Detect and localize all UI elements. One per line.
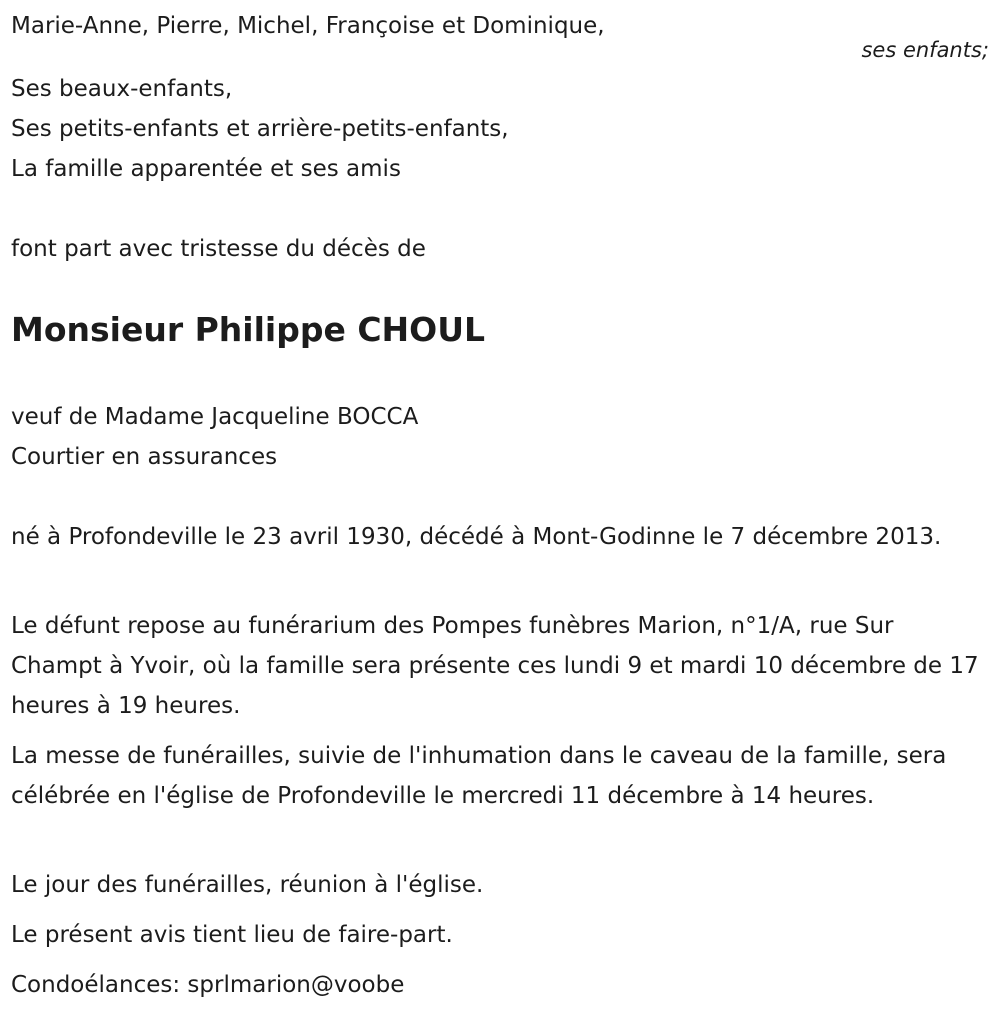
meeting-paragraph: Le jour des funérailles, réunion à l'église. <box>11 872 484 898</box>
children-names: Marie-Anne, Pierre, Michel, Françoise et Dominique, <box>11 13 605 39</box>
children-role: ses enfants; <box>861 38 989 62</box>
notice-paragraph: Le présent avis tient lieu de faire-part. <box>11 922 453 948</box>
family-line-grandchildren: Ses petits-enfants et arrière-petits-enfants, <box>11 116 509 142</box>
viewing-paragraph: Le défunt repose au funérarium des Pompes funèbres Marion, n°1/A, rue Sur Champt à Yvoir, où la famille sera présente ces lundi 9 et mardi 10 décembre de 17 heures à 19 heures. <box>11 613 979 719</box>
deceased-name: Monsieur Philippe CHOUL <box>11 310 486 349</box>
family-line-relatives: La famille apparentée et ses amis <box>11 156 401 182</box>
announcement-text: font part avec tristesse du décès de <box>11 236 426 262</box>
mass-paragraph: La messe de funérailles, suivie de l'inhumation dans le caveau de la famille, sera célébrée en l'église de Profondeville le mercredi 11 décembre à 14 heures. <box>11 743 947 809</box>
profession: Courtier en assurances <box>11 444 278 470</box>
family-line-stepchildren: Ses beaux-enfants, <box>11 76 233 102</box>
birth-death-paragraph: né à Profondeville le 23 avril 1930, décédé à Mont-Godinne le 7 décembre 2013. <box>11 524 942 550</box>
condolences-line: Condoélances: sprlmarion@voobe <box>11 972 405 998</box>
widower-of: veuf de Madame Jacqueline BOCCA <box>11 404 419 430</box>
